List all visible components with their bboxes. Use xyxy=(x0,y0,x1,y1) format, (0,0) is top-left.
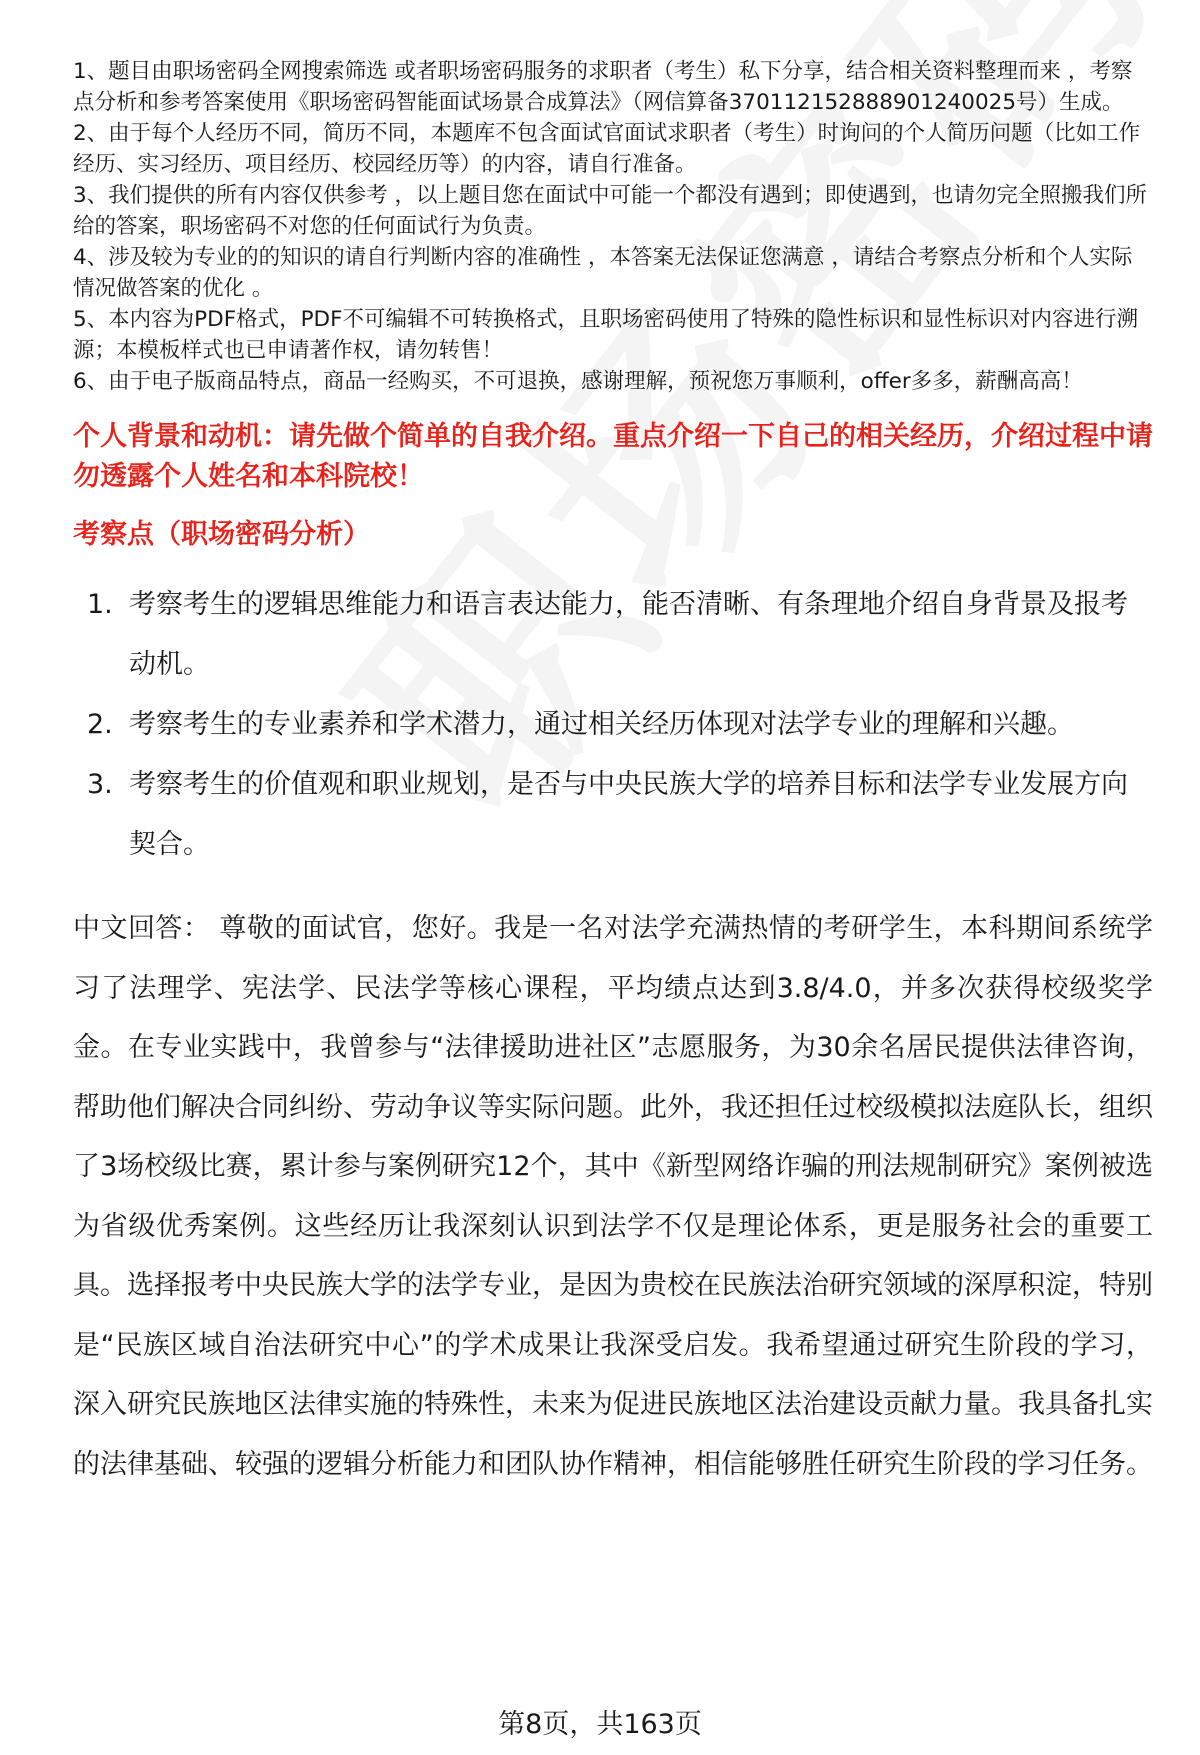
note-item: 3、我们提供的所有内容仅供参考 ，以上题目您在面试中可能一个都没有遇到；即使遇到，也请勿完全照搬我们所给的答案，职场密码不对您的任何面试行为负责。 xyxy=(73,183,1148,239)
point-text: 考察考生的专业素养和学术潜力，通过相关经历体现对法学专业的理解和兴趣。 xyxy=(129,709,1074,740)
point-number: 2. xyxy=(87,709,113,740)
document-page xyxy=(73,56,1153,1494)
note-item: 1、题目由职场密码全网搜索筛选 或者职场密码服务的求职者（考生）私下分享，结合相关资料整理而来 ，考察点分析和参考答案使用《职场密码智能面试场景合成算法》（网信算备370112152888901240025号）生成。 xyxy=(73,59,1133,115)
note-item: 6、由于电子版商品特点，商品一经购买，不可退换，感谢理解，预祝您万事顺利，offer多多，薪酬高高！ xyxy=(73,369,1083,394)
page-number-footer: 第8页，共163页 xyxy=(498,1709,702,1740)
answer-paragraph: 中文回答： 尊敬的面试官，您好。我是一名对法学充满热情的考研学生，本科期间系统学习了法理学、宪法学、民法学等核心课程，平均绩点达到3.8/4.0，并多次获得校级奖学金。在专业实践中，我曾参与“法律援助进社区”志愿服务，为30余名居民提供法律咨询，帮助他们解决合同纠纷、劳动争议等实际问题。此外，我还担任过校级模拟法庭队长，组织了3场校级比赛，累计参与案例研究12个，其中《新型网络诈骗的刑法规制研究》案例被选为省级优秀案例。这些经历让我深刻认识到法学不仅是理论体系，更是服务社会的重要工具。选择报考中央民族大学的法学专业，是因为贵校在民族法治研究领域的深厚积淀，特别是“民族区域自治法研究中心”的学术成果让我深受启发。我希望通过研究生阶段的学习，深入研究民族地区法律实施的特殊性，未来为促进民族地区法治建设贡献力量。我具备扎实的法律基础、较强的逻辑分析能力和团队协作精神，相信能够胜任研究生阶段的学习任务。 xyxy=(73,913,1153,1480)
analysis-points-list xyxy=(73,575,1153,875)
note-item: 5、本内容为PDF格式，PDF不可编辑不可转换格式，且职场密码使用了特殊的隐性标识和显性标识对内容进行溯源；本模板样式也已申请著作权，请勿转售！ xyxy=(73,307,1138,363)
note-item: 2、由于每个人经历不同，简历不同，本题库不包含面试官面试求职者（考生）时询问的个人简历问题（比如工作经历、实习经历、项目经历、校园经历等）的内容，请自行准备。 xyxy=(73,121,1141,177)
note-item: 4、涉及较为专业的的知识的请自行判断内容的准确性 ，本答案无法保证您满意 ，请结合考察点分析和个人实际情况做答案的优化 。 xyxy=(73,245,1133,301)
analysis-heading: 考察点（职场密码分析） xyxy=(73,519,370,550)
disclaimer-notes xyxy=(73,56,1153,397)
point-text: 考察考生的逻辑思维能力和语言表达能力，能否清晰、有条理地介绍自身背景及报考动机。 xyxy=(129,589,1128,680)
analysis-point xyxy=(73,575,1153,695)
point-text: 考察考生的价值观和职业规划，是否与中央民族大学的培养目标和法学专业发展方向契合。 xyxy=(129,769,1128,860)
analysis-point xyxy=(73,755,1153,875)
point-number: 3. xyxy=(87,769,113,800)
interview-question: 个人背景和动机：请先做个简单的自我介绍。重点介绍一下自己的相关经历，介绍过程中请勿透露个人姓名和本科院校！ xyxy=(73,421,1153,492)
point-number: 1. xyxy=(87,589,113,620)
analysis-point xyxy=(73,695,1153,755)
